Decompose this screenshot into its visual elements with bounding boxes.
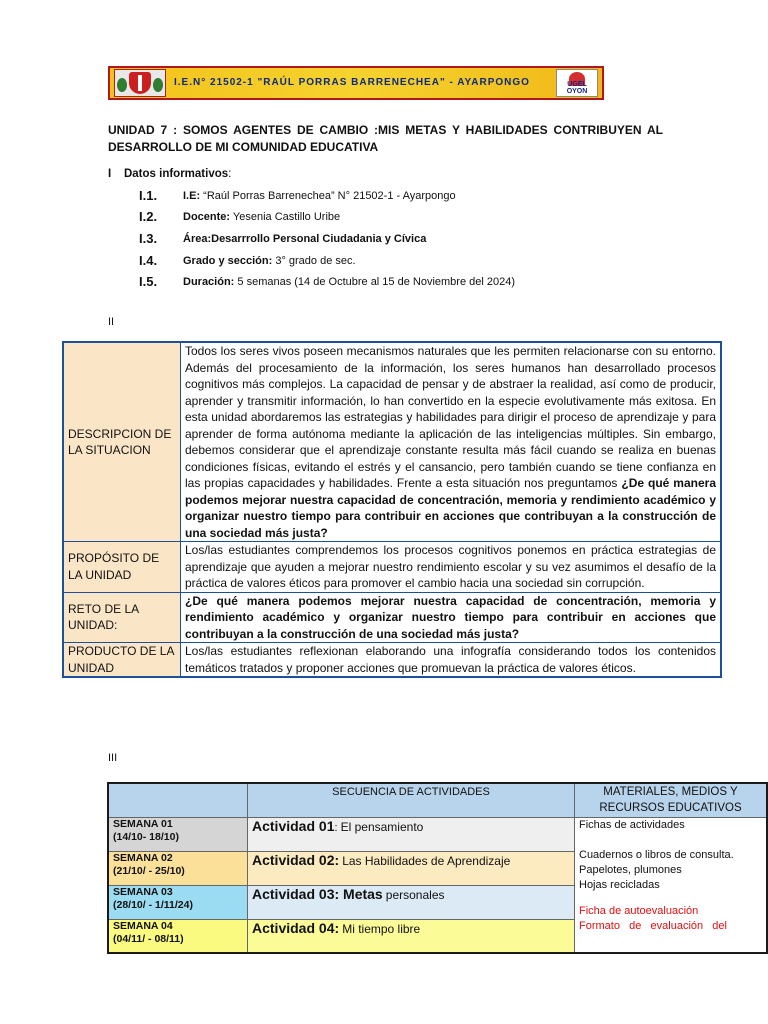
activity-title: Actividad 03: Metas	[252, 885, 383, 902]
week-dates: (28/10/ - 1/11/24)	[113, 898, 193, 911]
info-label: Área:Desarrrollo Personal Ciudadania y Cívica	[183, 233, 427, 245]
section-1-title: Datos informativos	[123, 168, 229, 180]
section-3-roman: III	[108, 752, 118, 764]
header-empty-cell	[108, 783, 248, 817]
table-row	[63, 542, 721, 593]
ugel-logo-label: UGEL OYON	[566, 81, 588, 95]
table-row	[108, 817, 767, 851]
info-label: I.E:	[183, 190, 201, 202]
activity-title: Actividad 02:	[252, 851, 340, 868]
materials-cell	[575, 817, 768, 953]
table-row	[63, 643, 721, 678]
reto-label: RETO DE LA UNIDAD:	[63, 592, 181, 643]
descripcion-label: DESCRIPCION DE LA SITUACION	[63, 342, 181, 542]
activity-cell	[248, 851, 575, 885]
situation-table	[62, 341, 722, 678]
week-dates: (14/10- 18/10)	[113, 830, 179, 843]
week-cell	[108, 851, 248, 885]
info-label: Grado y sección:	[183, 255, 273, 267]
banner-title: I.E.N° 21502-1 "RAÚL PORRAS BARRENECHEA" - AYARPONGO	[174, 77, 530, 88]
unit-title: UNIDAD 7 : SOMOS AGENTES DE CAMBIO :MIS METAS Y HABILIDADES CONTRIBUYEN AL DESARROLLO DE MI COMUNIDAD EDUCATIVA	[108, 123, 663, 154]
week-label: SEMANA 01	[113, 817, 173, 830]
activity-cell	[248, 817, 575, 851]
week-cell	[108, 919, 248, 953]
proposito-label: PROPÓSITO DE LA UNIDAD	[63, 542, 181, 593]
info-num: I.4.	[139, 253, 158, 268]
info-value: Yesenia Castillo Uribe	[230, 211, 341, 223]
header-sequence: SECUENCIA DE ACTIVIDADES	[248, 783, 575, 817]
activity-sep: :	[334, 821, 341, 834]
school-crest-logo	[114, 69, 166, 97]
descripcion-text: Todos los seres vivos poseen mecanismos naturales que les permiten relacionarse con su entorno. Además del procesamiento de la información, los seres humanos han desarrollado procesos cognitivos más complejos. La capacidad de pensar y de abstraer la realidad, así como de producir, aprender y transmitir información, lo han convertido en la especie evolutivamente más exitosa. En esta unidad abordaremos las estrategias y habilidades para dirigir el proceso de aprendizaje y para aprender de forma autónoma mediante la aplicación de las inteligencias múltiples. Sin embargo, debemos considerar que el aprendizaje constante resulta más fácil cuando se realiza en buenas condiciones físicas, evitando el estrés y el cansancio, pero también cuando se tiene confianza en las propias capacidades y habilidades. Frente a esta situación nos preguntamos	[185, 344, 716, 490]
ugel-logo	[556, 69, 598, 97]
reto-cell	[181, 592, 722, 643]
descripcion-question: ¿De qué manera podemos mejorar nuestra capacidad de concentración, memoria y rendimiento académico y organizar nuestro tiempo para contribuir en acciones que contribuyan a la construcción de una sociedad más justa?	[185, 476, 716, 540]
descripcion-cell	[181, 342, 722, 542]
week-dates: (04/11/ - 08/11)	[113, 932, 184, 945]
section-1-roman: I	[108, 168, 112, 180]
material-item: Cuadernos o libros de consulta.	[579, 848, 734, 861]
week-cell	[108, 817, 248, 851]
activity-name: Las Habilidades de Aprendizaje	[342, 853, 511, 868]
producto-text: Los/las estudiantes reflexionan elaborando una infografía considerando todos los contenidos temáticos tratados y proponer acciones que promuevan la práctica de valores éticos.	[181, 643, 722, 678]
section-1-heading	[108, 168, 231, 180]
material-item: Formato de evaluación del	[579, 919, 727, 932]
week-cell	[108, 885, 248, 919]
activity-name: Mi tiempo libre	[342, 921, 421, 936]
info-value: 5 semanas (14 de Octubre al 15 de Noviembre del 2024)	[234, 276, 516, 288]
proposito-text: Los/las estudiantes comprendemos los procesos cognitivos ponemos en práctica estrategias de aprendizaje que ayuden a mejorar nuestro rendimiento escolar y su vez asumimos el desafío de la práctica de valores éticos para promover el cambio hacia una sociedad sin corrupción.	[181, 542, 722, 593]
activity-title: Actividad 01	[252, 817, 335, 834]
table-header-row	[108, 783, 767, 817]
activity-cell	[248, 919, 575, 953]
week-dates: (21/10/ - 25/10)	[113, 864, 185, 877]
activity-title: Actividad 04:	[252, 919, 340, 936]
week-label: SEMANA 02	[113, 851, 173, 864]
info-num: I.1.	[139, 188, 158, 203]
info-label: Duración:	[183, 276, 235, 288]
section-2-roman: II	[108, 316, 115, 328]
week-label: SEMANA 03	[113, 885, 173, 898]
table-row	[63, 342, 721, 542]
section-1-colon: :	[228, 168, 232, 180]
material-item: Fichas de actividades	[579, 818, 685, 831]
info-num: I.5.	[139, 274, 158, 289]
info-num: I.2.	[139, 209, 158, 224]
info-value: “Raúl Porras Barrenechea” N° 21502-1 - Ayarpongo	[200, 190, 456, 202]
info-num: I.3.	[139, 231, 158, 246]
table-row	[63, 592, 721, 643]
header-materials: MATERIALES, MEDIOS Y RECURSOS EDUCATIVOS	[575, 783, 768, 817]
material-item: Papelotes, plumones	[579, 863, 682, 876]
activity-name: personales	[385, 887, 445, 902]
material-item: Ficha de autoevaluación	[579, 904, 699, 917]
activities-table	[107, 782, 768, 954]
reto-text: ¿De qué manera podemos mejorar nuestra capacidad de concentración, memoria y rendimiento académico y organizar nuestro tiempo para contribuir en acciones que contribuyan a la construcción de una sociedad más justa?	[185, 593, 716, 641]
activity-name: El pensamiento	[340, 819, 424, 834]
activity-cell	[248, 885, 575, 919]
info-label: Docente:	[183, 211, 231, 223]
material-item: Hojas recicladas	[579, 878, 660, 891]
producto-label: PRODUCTO DE LA UNIDAD	[63, 643, 181, 678]
week-label: SEMANA 04	[113, 919, 173, 932]
school-banner	[108, 66, 604, 100]
info-value: 3° grado de sec.	[272, 255, 356, 267]
